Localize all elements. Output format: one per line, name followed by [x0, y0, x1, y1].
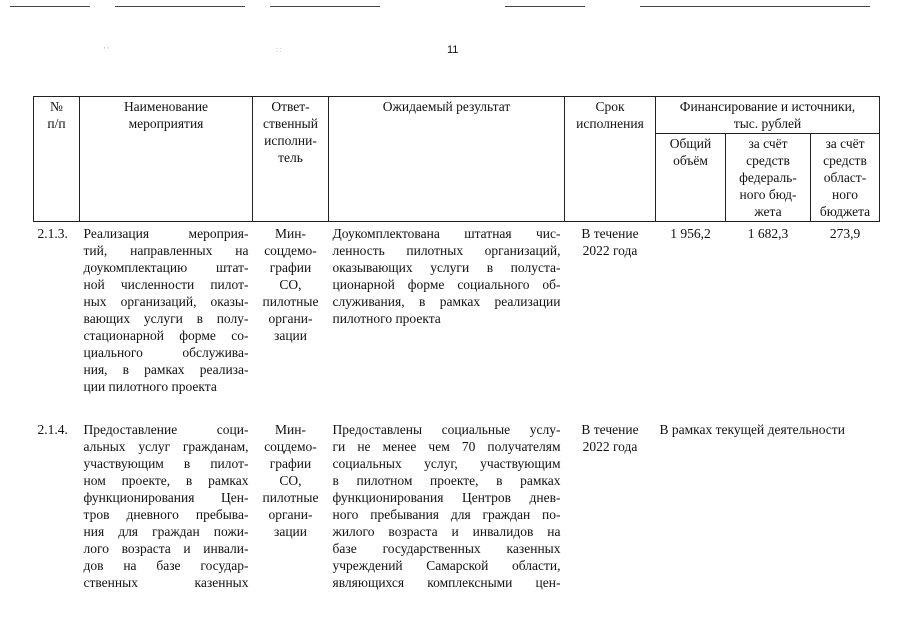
scan-artifact-line [640, 6, 870, 7]
header-number: № п/п [34, 97, 80, 222]
header-federal: за счёт средств федераль- ного бюд- жета [726, 134, 811, 222]
scan-artifact-line [270, 6, 380, 7]
header-result: Ожидаемый результат [329, 97, 565, 222]
row-term: В течение 2022 года [581, 422, 639, 454]
header-regional: за счёт средств област- ного бюджета [811, 134, 880, 222]
row-number: 2.1.4. [37, 422, 68, 437]
row-expected-result: Предоставлены социальные услу- ги не менее чем 70 получателям социальных услуг, участвующим в пилотном проекте, в рамках функционирования Центров днев- ного пребывания для граждан по- жилого возраста и инвалидов на базе государственных казенных учреждений Самарской области, являющихся комплексными цен- [332, 422, 561, 590]
row-activity-name: Предоставление соци- альных услуг гражданам, участвующим в пилот- ном проекте, в рамках функционирования Цен- тров дневного пребыва- ния для граждан пожи- лого возраста и инвали- дов на базе государ- ственных казенных [83, 422, 249, 590]
table-row [34, 413, 880, 592]
action-plan-table [33, 96, 880, 592]
scan-speck: : : [276, 47, 282, 54]
row-federal-amount: 1 682,3 [747, 226, 789, 241]
row-financing-note: В рамках текущей деятельности [659, 422, 845, 437]
row-responsible: Мин- соцдемо- графии СО, пилотные органи- зации [262, 226, 319, 343]
row-total-amount: 1 956,2 [670, 226, 711, 241]
scan-artifact-line [115, 6, 245, 7]
row-regional-amount: 273,9 [829, 226, 861, 241]
header-term: Срок исполнения [565, 97, 656, 222]
scan-speck: ' ' [104, 47, 109, 54]
row-number: 2.1.3. [37, 226, 68, 241]
table-row [34, 222, 880, 414]
scan-artifact-line [10, 6, 90, 7]
row-activity-name: Реализация мероприя- тий, направленных на доукомплектацию штат- ной численности пилот- ных организаций, оказы- вающих услуги в полу- стационарной форме со- циального обслужива- ния, в рамках реализа- ции пилотного проекта [83, 226, 249, 394]
row-expected-result: Доукомплектована штатная чис- ленность пилотных организаций, оказывающих услуги в полуста- ционарной форме социального об- служивания, в рамках реализации пилотного проекта [332, 226, 561, 326]
row-responsible: Мин- соцдемо- графии СО, пилотные органи- зации [262, 422, 319, 539]
page-number: 11 [447, 44, 459, 56]
header-total: Общий объём [656, 134, 726, 222]
header-financing: Финансирование и источники, тыс. рублей [656, 97, 880, 134]
row-term: В течение 2022 года [581, 226, 639, 258]
header-name: Наименование мероприятия [80, 97, 253, 222]
header-responsible: Ответ- ственный исполни- тель [253, 97, 329, 222]
scan-artifact-line [505, 6, 585, 7]
